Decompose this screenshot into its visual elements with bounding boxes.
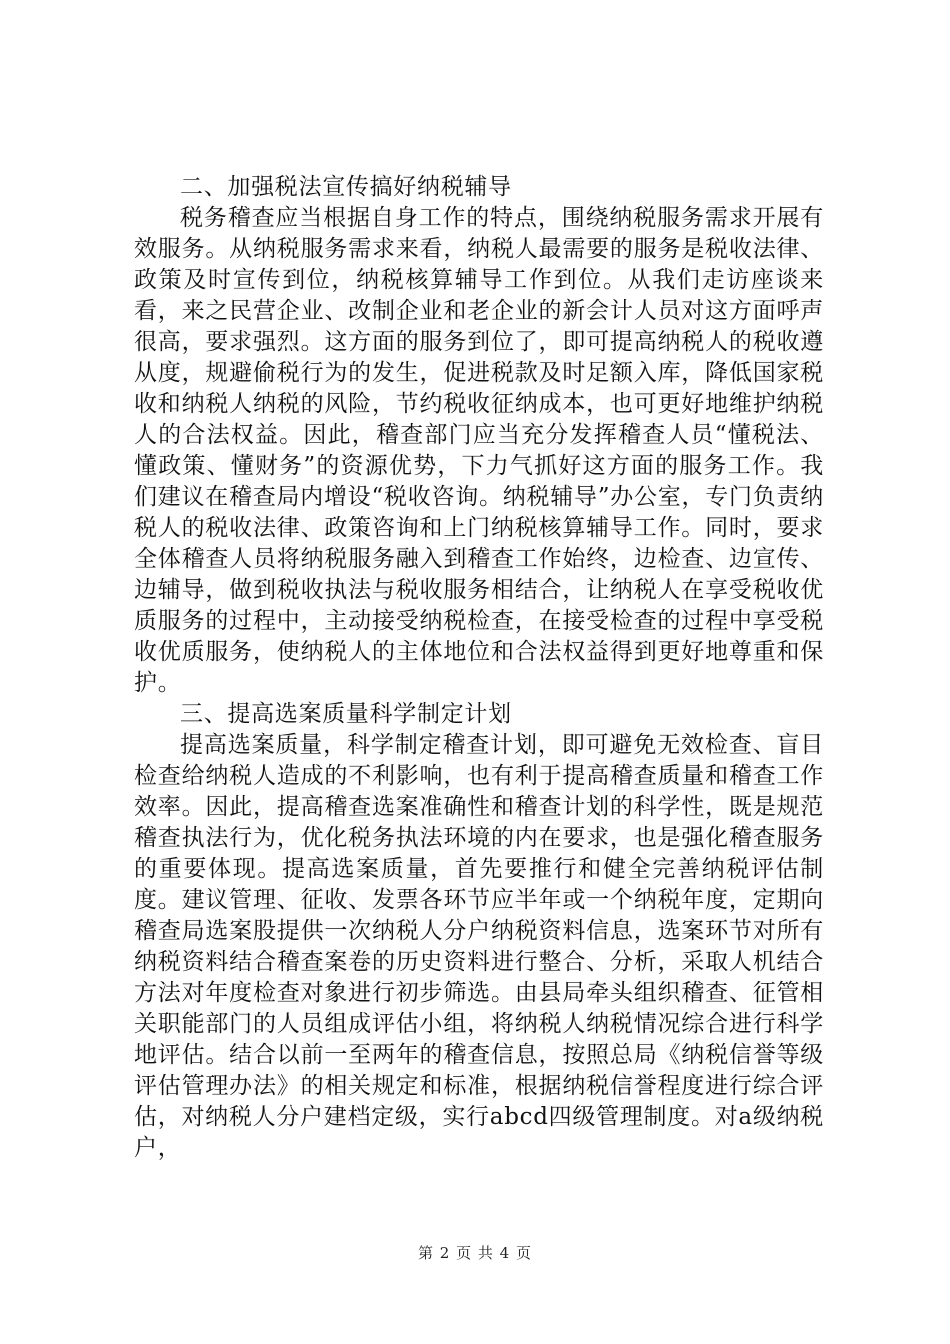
paragraph-tax-publicity: 税务稽查应当根据自身工作的特点，围绕纳税服务需求开展有效服务。从纳税服务需求来看，纳税人最需要的服务是税收法律、政策及时宣传到位，纳税核算辅导工作到位。从我们走访座谈来看，来之民营企业、改制企业和老企业的新会计人员对这方面呼声很高，要求强烈。这方面的服务到位了，即可提高纳税人的税收遵从度，规避偷税行为的发生，促进税款及时足额入库，降低国家税收和纳税人纳税的风险，节约税收征纳成本，也可更好地维护纳税人的合法权益。因此，稽查部门应当充分发挥稽查人员“懂税法、懂政策、懂财务”的资源优势，下力气抓好这方面的服务工作。我们建议在稽查局内增设“税收咨询。纳税辅导”办公室，专门负责纳税人的税收法律、政策咨询和上门纳税核算辅导工作。同时，要求全体稽查人员将纳税服务融入到稽查工作始终，边检查、边宣传、边辅导，做到税收执法与税收服务相结合，让纳税人在享受税收优质服务的过程中，主动接受纳税检查，在接受检查的过程中享受税收优质服务，使纳税人的主体地位和合法权益得到更好地尊重和保护。 — [134, 205, 824, 696]
page-number-footer: 第 2 页 共 4 页 — [418, 1244, 532, 1262]
paragraph-case-selection: 提高选案质量，科学制定稽查计划，即可避免无效检查、盲目检查给纳税人造成的不利影响，也有利于提高稽查质量和稽查工作效率。因此，提高稽查选案准确性和稽查计划的科学性，既是规范稽查执法行为，优化税务执法环境的内在要求，也是强化稽查服务的重要体现。提高选案质量，首先要推行和健全完善纳税评估制度。建议管理、征收、发票各环节应半年或一个纳税年度，定期向稽查局选案股提供一次纳税人分户纳税资料信息，选案环节对所有纳税资料结合稽查案卷的历史资料进行整合、分析，采取人机结合方法对年度检查对象进行初步筛选。由县局牵头组织稽查、征管相关职能部门的人员组成评估小组，将纳税人纳税情况综合进行科学地评估。结合以前一至两年的稽查信息，按照总局《纳税信誉等级评估管理办法》的相关规定和标准，根据纳税信誉程度进行综合评估，对纳税人分户建档定级，实行abcd四级管理制度。对a级纳税户， — [134, 732, 824, 1161]
section-heading-2: 二、加强税法宣传搞好纳税辅导 — [180, 174, 512, 200]
section-heading-3: 三、提高选案质量科学制定计划 — [180, 701, 512, 727]
document-body — [134, 172, 824, 1164]
